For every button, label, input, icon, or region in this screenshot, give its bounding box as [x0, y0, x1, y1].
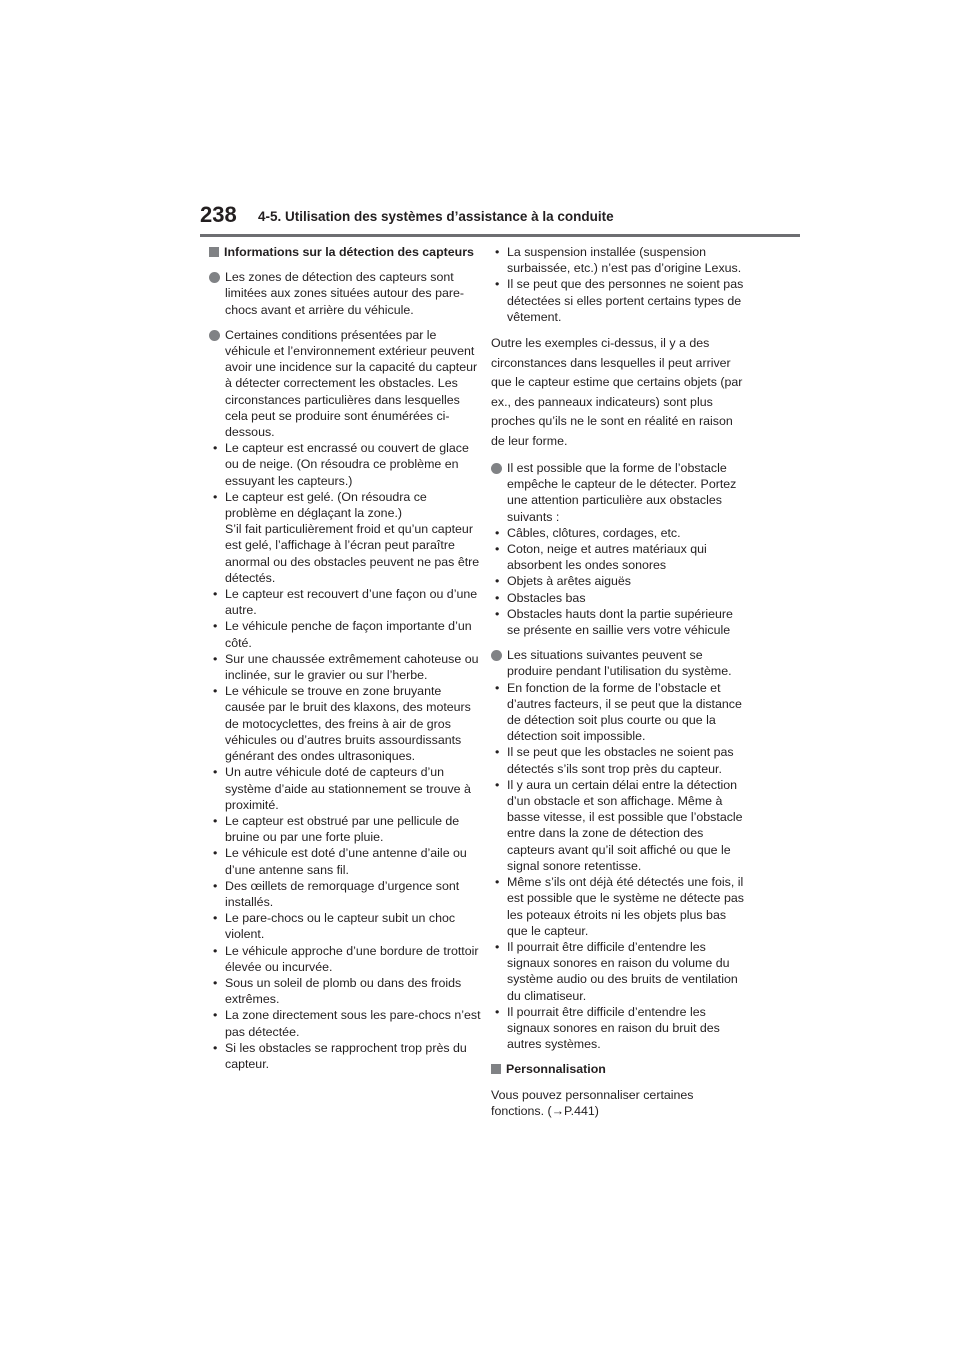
- left-column: [209, 244, 481, 1072]
- bullet-text: Il est possible que la forme de l’obstacle empêche le capteur de le détecter. Portez une attention particulière aux obstacles suivants :: [507, 461, 737, 524]
- list-item: • Le capteur est gelé. (On résoudra ce problème en déglaçant la zone.): [213, 489, 427, 521]
- bullet-text: Les situations suivantes peuvent se produire pendant l’utilisation du système.: [507, 648, 732, 679]
- bullet-paragraph: [491, 647, 749, 679]
- page-header: [200, 200, 800, 236]
- right-column: [491, 244, 749, 1119]
- square-bullet-icon: [209, 247, 219, 257]
- bullet-text: Certaines conditions présentées par le véhicule et l’environnement extérieur peuvent avoir une incidence sur la capacité du capteur à détecter correctement les obstacles. Les circonstances particulières dans lesquelles cela peut se produire sont énumérées ci-dessous.: [225, 327, 478, 440]
- list-item: • Câbles, clôtures, cordages, etc.: [495, 525, 681, 540]
- header-divider: [200, 234, 800, 237]
- heading-text: Personnalisation: [506, 1062, 606, 1077]
- list-item: • Le véhicule est doté d’une antenne d’aile ou d’une antenne sans fil.: [213, 846, 467, 877]
- body-paragraph: Outre les exemples ci-dessus, il y a des circonstances dans lesquelles il peut arriver que le capteur estime que certains objets (par ex., des panneaux indicateurs) sont plus proches qu’ils ne le sont en réalité en raison de leur forme.: [491, 336, 743, 448]
- list-item: • Coton, neige et autres matériaux qui absorbent les ondes sonores: [495, 542, 707, 573]
- list-item: • Le véhicule se trouve en zone bruyante causée par le bruit des klaxons, des moteurs de motocyclettes, des freins à air de gros véhicules ou d’autres bruits assourdissants générant des ondes ultrasoniques.: [213, 684, 471, 764]
- list-item: • Sur une chaussée extrêmement cahoteuse ou inclinée, sur le gravier ou sur l’herbe.: [213, 651, 479, 683]
- round-bullet-icon: [491, 650, 502, 661]
- list-item: • Obstacles hauts dont la partie supérieure se présente en saillie vers votre véhicule: [495, 606, 733, 638]
- list-item: • Le pare-chocs ou le capteur subit un choc violent.: [213, 911, 456, 942]
- bullet-paragraph: [491, 460, 749, 525]
- list-item: • Un autre véhicule doté de capteurs d’un système d’aide au stationnement se trouve à proximité.: [213, 765, 471, 812]
- list-item: • Le véhicule penche de façon importante d’un côté.: [213, 619, 472, 650]
- list-item: • Objets à arêtes aiguës: [495, 574, 631, 589]
- list-item: • Le véhicule approche d’une bordure de trottoir élevée ou incurvée.: [213, 943, 479, 974]
- heading-text: Informations sur la détection des capteurs: [224, 245, 474, 259]
- round-bullet-icon: [209, 272, 220, 283]
- list-item: • Il pourrait être difficile d’entendre les signaux sonores en raison du volume du système audio ou des bruits de ventilation du climatiseur.: [495, 939, 738, 1003]
- round-bullet-icon: [491, 463, 502, 474]
- list-item: • Le capteur est encrassé ou couvert de glace ou de neige. (On résoudra ce problème en essuyant les capteurs.): [213, 441, 469, 488]
- bullet-paragraph: [209, 269, 481, 318]
- bullet-text: Les zones de détection des capteurs sont limitées aux zones situées autour des pare-chocs avant et arrière du véhicule.: [225, 270, 464, 317]
- square-bullet-icon: [491, 1064, 501, 1074]
- list-item: • La zone directement sous les pare-chocs n’est pas détectée.: [213, 1008, 481, 1039]
- list-item: • La suspension installée (suspension surbaissée, etc.) n’est pas d’origine Lexus.: [495, 245, 742, 276]
- list-item: • Il pourrait être difficile d’entendre les signaux sonores en raison du bruit des autres systèmes.: [495, 1004, 720, 1052]
- list-item: • Même s’ils ont déjà été détectés une fois, il est possible que le système ne détecte pas les poteaux étroits ni les objets plus bas que le capteur.: [495, 875, 744, 938]
- list-item: • Le capteur est recouvert d’une façon ou d’une autre.: [213, 587, 478, 618]
- list-item: • Des œillets de remorquage d’urgence sont installés.: [213, 878, 460, 909]
- list-item: • Il se peut que les obstacles ne soient pas détectés s’ils sont trop près du capteur.: [495, 745, 734, 776]
- bullet-paragraph: [209, 327, 481, 440]
- section-title: 4-5. Utilisation des systèmes d’assistance à la conduite: [258, 209, 614, 224]
- section-heading-detection: [209, 244, 481, 260]
- page-number: 238: [200, 202, 237, 227]
- list-item: • Sous un soleil de plomb ou dans des froids extrêmes.: [213, 975, 462, 1007]
- round-bullet-icon: [209, 330, 220, 341]
- list-item: • En fonction de la forme de l’obstacle et d’autres facteurs, il se peut que la distance de détection soit plus courte ou que la détection soit impossible.: [495, 680, 742, 744]
- list-item: • Il se peut que des personnes ne soient pas détectées si elles portent certains types de vêtement.: [495, 277, 744, 324]
- list-item: • Obstacles bas: [495, 590, 586, 605]
- section-heading-personnalisation: [491, 1061, 749, 1077]
- list-item: • Le capteur est obstrué par une pellicule de bruine ou par une forte pluie.: [213, 813, 460, 845]
- list-item-continuation: S’il fait particulièrement froid et qu’un capteur est gelé, l’affichage à l’écran peut paraître anormal ou des obstacles peuvent ne pas être détectés.: [225, 522, 480, 585]
- list-item: • Si les obstacles se rapprochent trop près du capteur.: [213, 1040, 467, 1071]
- list-item: • Il y aura un certain délai entre la détection d’un obstacle et son affichage. Même à basse vitesse, il est possible que l’obstacle entre dans la zone de détection des capteurs avant qu’il soit affiché ou que le signal sonore retentisse.: [495, 777, 743, 873]
- body-paragraph: Vous pouvez personnaliser certaines fonctions. (→P.441): [491, 1087, 694, 1118]
